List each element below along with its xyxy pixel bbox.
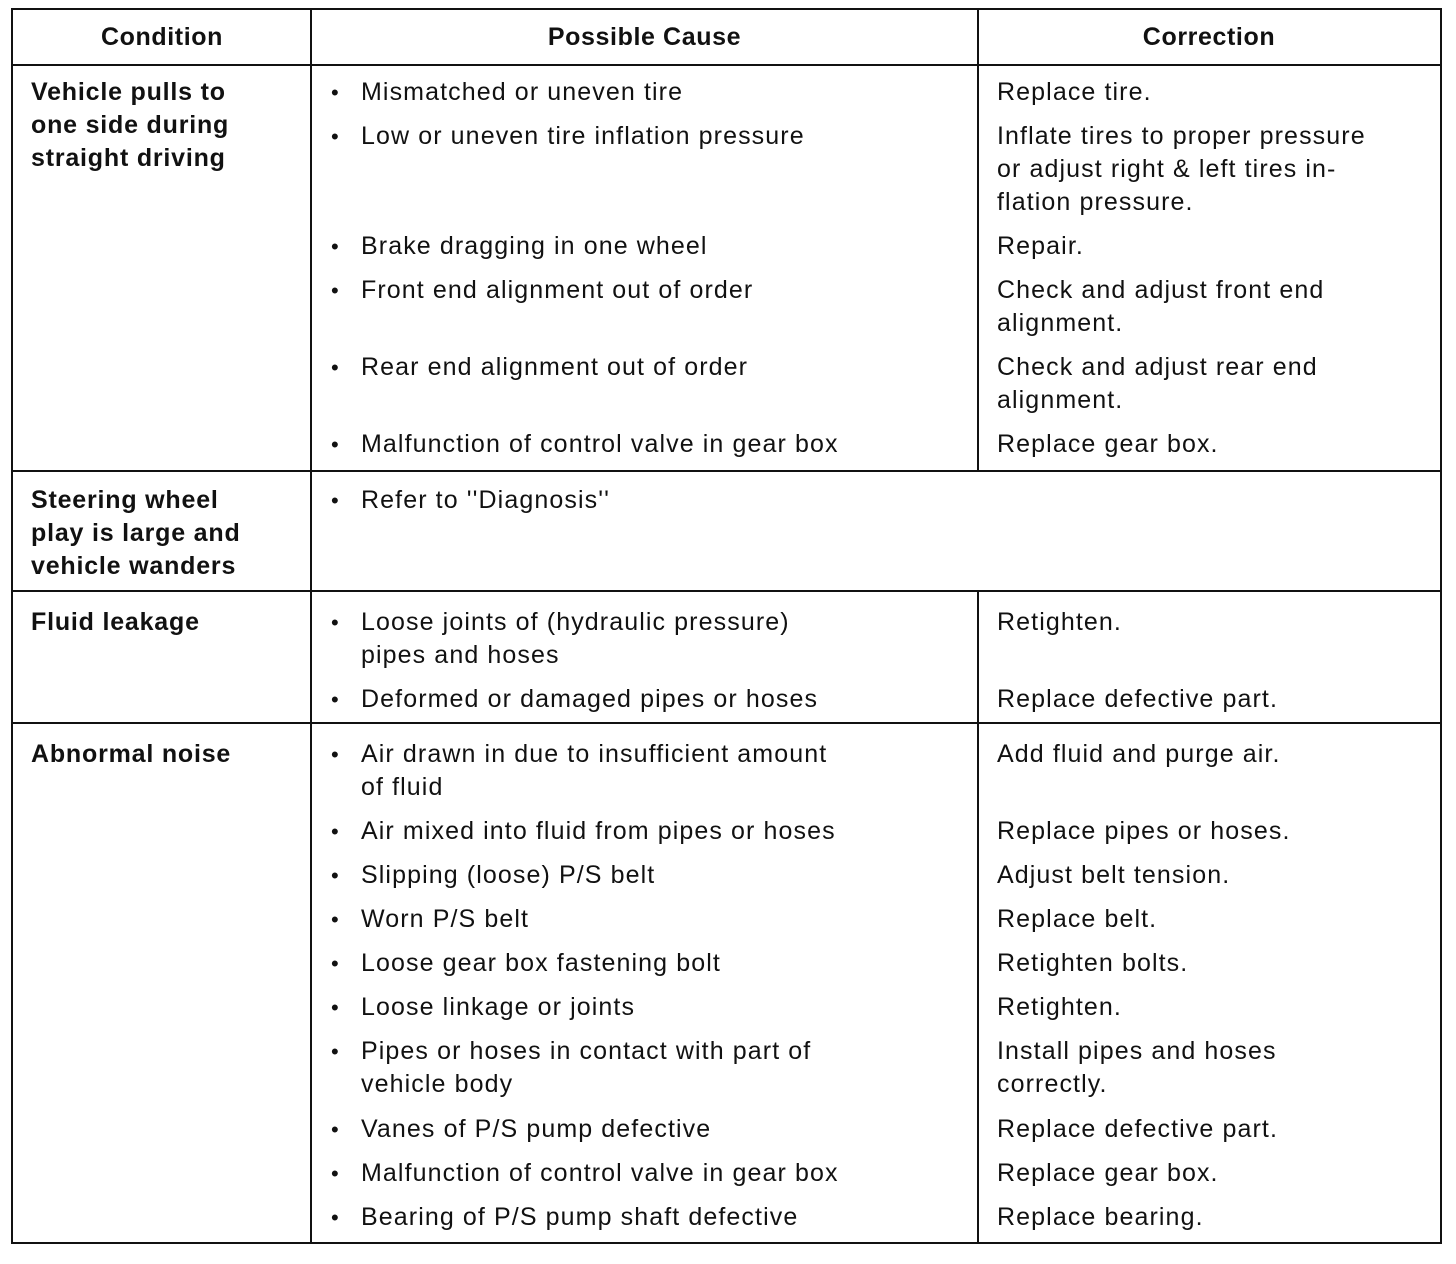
correction-cell: Add fluid and purge air.	[997, 740, 1281, 768]
cause-cell: • Front end alignment out of order	[331, 276, 754, 304]
cause-cell: • Low or uneven tire inflation pressure	[331, 122, 805, 150]
cause-cell: • Worn P/S belt	[331, 905, 530, 933]
group-divider	[13, 722, 1440, 724]
header-possible-cause: Possible Cause	[547, 22, 742, 51]
cause-cell: • Loose joints of (hydraulic pressure) pipes and hoses	[331, 608, 790, 669]
correction-cell: Replace defective part.	[997, 685, 1279, 713]
correction-cell: Replace tire.	[997, 78, 1152, 106]
correction-cell: Replace bearing.	[997, 1203, 1204, 1231]
cause-cell: • Brake dragging in one wheel	[331, 232, 708, 260]
correction-cell: Replace gear box.	[997, 430, 1219, 458]
correction-cell: Retighten.	[997, 993, 1122, 1021]
cause-cell: • Loose gear box fastening bolt	[331, 949, 721, 977]
correction-cell: Repair.	[997, 232, 1084, 260]
cause-cell: • Loose linkage or joints	[331, 993, 636, 1021]
header-correction: Correction	[1142, 22, 1276, 51]
correction-cell: Adjust belt tension.	[997, 861, 1231, 889]
cause-cell: • Slipping (loose) P/S belt	[331, 861, 656, 889]
cause-cell: • Refer to ''Diagnosis''	[331, 486, 610, 514]
correction-cell: Replace gear box.	[997, 1159, 1219, 1187]
group-divider	[13, 590, 1440, 592]
troubleshooting-table	[11, 8, 1442, 1244]
correction-cell: Install pipes and hoses correctly.	[997, 1037, 1277, 1098]
column-divider-1	[310, 10, 312, 1242]
table-header	[13, 10, 1440, 66]
cause-cell: • Vanes of P/S pump defective	[331, 1115, 712, 1143]
correction-cell: Inflate tires to proper pressure or adjust right & left tires in- flation pressure.	[997, 122, 1366, 216]
condition-cell: Vehicle pulls to one side during straight driving	[31, 78, 230, 172]
correction-cell: Replace defective part.	[997, 1115, 1279, 1143]
correction-cell: Replace pipes or hoses.	[997, 817, 1291, 845]
cause-cell: • Air mixed into fluid from pipes or hoses	[331, 817, 836, 845]
condition-cell: Abnormal noise	[31, 740, 232, 768]
condition-cell: Steering wheel play is large and vehicle wanders	[31, 486, 241, 580]
column-divider-2a	[977, 10, 979, 472]
correction-cell: Retighten.	[997, 608, 1122, 636]
cause-cell: • Bearing of P/S pump shaft defective	[331, 1203, 799, 1231]
cause-cell: • Malfunction of control valve in gear box	[331, 430, 839, 458]
cause-cell: • Malfunction of control valve in gear box	[331, 1159, 839, 1187]
correction-cell: Check and adjust front end alignment.	[997, 276, 1325, 337]
cause-cell: • Rear end alignment out of order	[331, 353, 749, 381]
cause-cell: • Mismatched or uneven tire	[331, 78, 684, 106]
correction-cell: Retighten bolts.	[997, 949, 1189, 977]
cause-cell: • Pipes or hoses in contact with part of vehicle body	[331, 1037, 812, 1098]
header-condition: Condition	[100, 22, 224, 51]
correction-cell: Replace belt.	[997, 905, 1158, 933]
cause-cell: • Deformed or damaged pipes or hoses	[331, 685, 819, 713]
cause-cell: • Air drawn in due to insufficient amount of fluid	[331, 740, 828, 801]
condition-cell: Fluid leakage	[31, 608, 200, 636]
column-divider-2b	[977, 592, 979, 1242]
group-divider	[13, 470, 1440, 472]
correction-cell: Check and adjust rear end alignment.	[997, 353, 1318, 414]
